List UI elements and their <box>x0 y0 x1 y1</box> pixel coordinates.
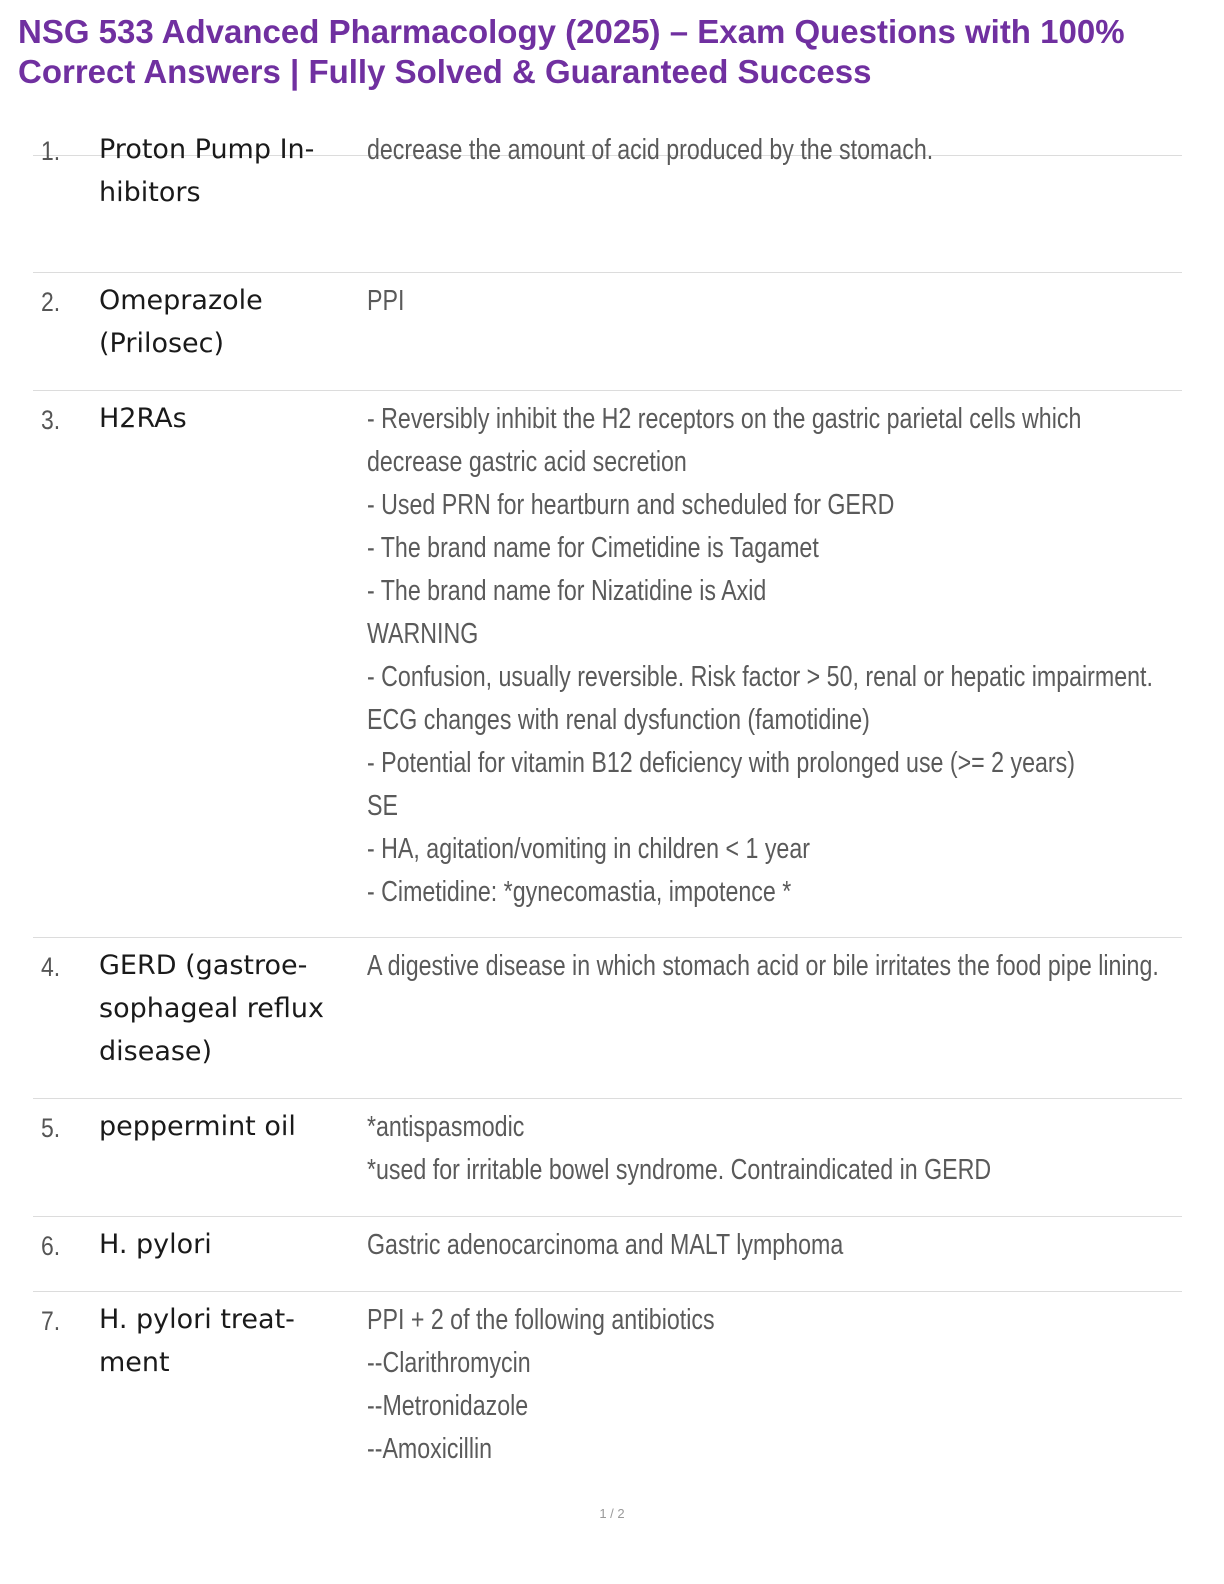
item-term: H. pylori <box>99 1229 212 1260</box>
item-answer: Gastric adenocarcinoma and MALT lymphoma <box>367 1229 844 1261</box>
item-number: 3. <box>41 405 61 435</box>
item-answer: - Reversibly inhibit the H2 receptors on the gastric parietal cells which decrease gastric acid secretion - Used PRN for heartburn and scheduled for GERD - The brand name for Cimetidine is Tagamet - The brand name for Nizatidine is Axid WARNING - Confusion, usually reversible. Risk factor > 50, renal or hepatic impairment. ECG changes with renal dysfunction (famotidine) - Potential for vitamin B12 deficiency with prolonged use (>= 2 years) SE - HA, agitation/vomiting in children < 1 year - Cimetidine: *gynecomastia, impotence * <box>367 403 1153 908</box>
item-number: 6. <box>41 1231 61 1261</box>
item-number: 4. <box>41 952 61 982</box>
qa-list <box>33 122 1182 1492</box>
item-number: 1. <box>41 136 61 166</box>
item-number: 7. <box>41 1306 61 1336</box>
page-number: 1 / 2 <box>599 1506 625 1521</box>
item-term: GERD (gastroe-sophageal reflux disease) <box>99 950 324 1067</box>
item-number: 5. <box>41 1113 61 1143</box>
qa-item <box>33 391 1182 938</box>
item-term: Proton Pump In-hibitors <box>99 134 315 208</box>
item-term: Omeprazole (Prilosec) <box>99 285 263 359</box>
item-term: peppermint oil <box>99 1111 296 1142</box>
item-answer: *antispasmodic *used for irritable bowel syndrome. Contraindicated in GERD <box>367 1111 992 1186</box>
qa-item <box>33 122 1182 273</box>
item-term: H. pylori treat-ment <box>99 1304 295 1378</box>
item-number: 2. <box>41 287 61 317</box>
item-term: H2RAs <box>99 403 187 434</box>
qa-item <box>33 1099 1182 1217</box>
item-answer: PPI + 2 of the following antibiotics --Clarithromycin --Metronidazole --Amoxicillin <box>367 1304 715 1465</box>
qa-item <box>33 1217 1182 1292</box>
qa-item <box>33 273 1182 391</box>
qa-item <box>33 1292 1182 1492</box>
document-title: NSG 533 Advanced Pharmacology (2025) – Exam Questions with 100% Correct Answers | Fully Solved & Guaranteed Success <box>18 13 1125 90</box>
item-answer: decrease the amount of acid produced by the stomach. <box>367 134 934 166</box>
item-answer: A digestive disease in which stomach acid or bile irritates the food pipe lining. <box>367 950 1159 982</box>
qa-item <box>33 938 1182 1099</box>
item-answer: PPI <box>367 285 405 317</box>
